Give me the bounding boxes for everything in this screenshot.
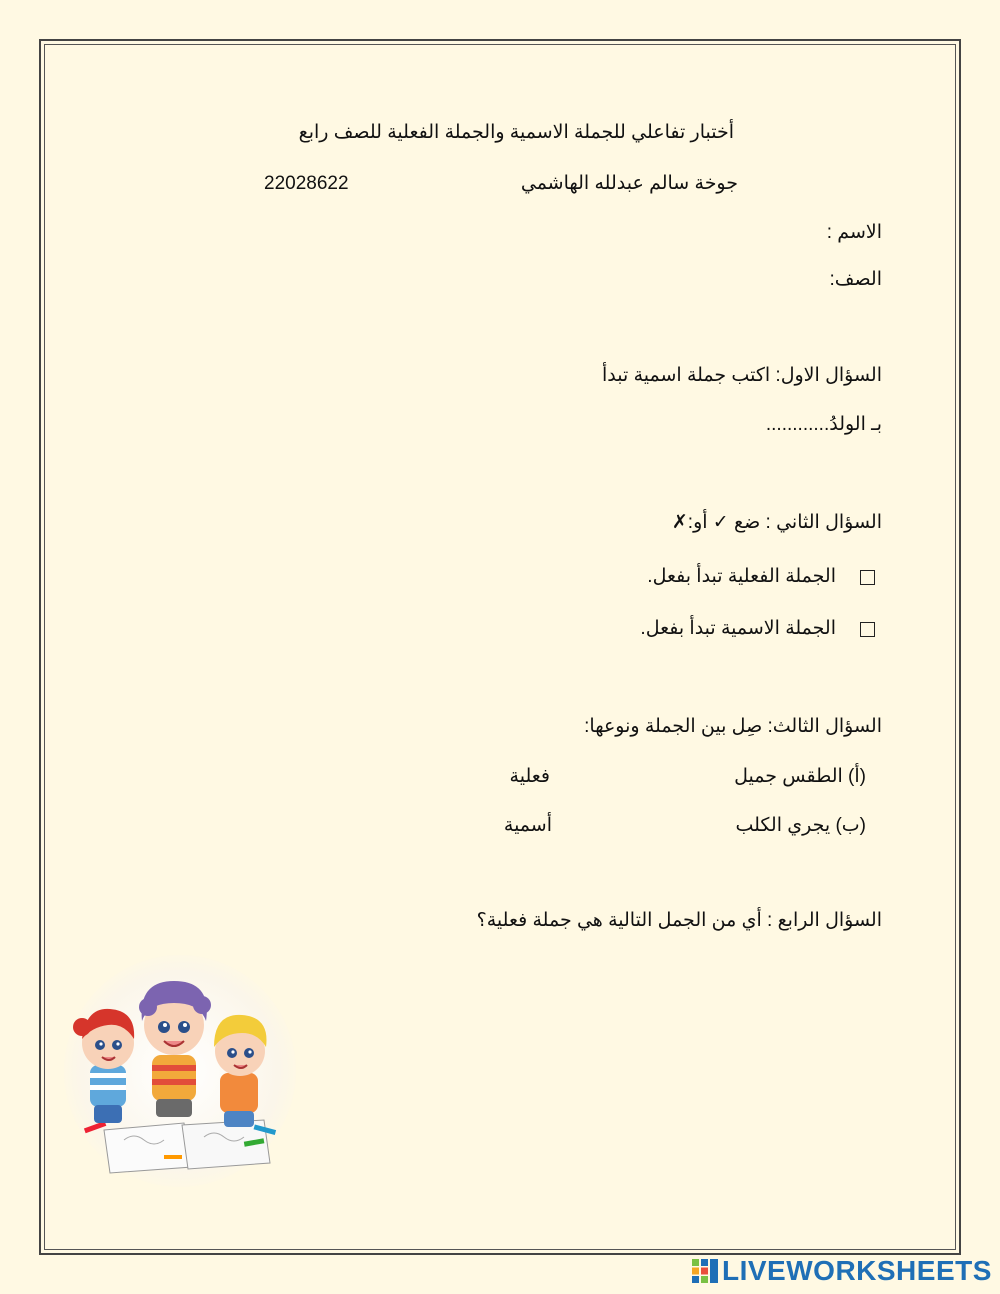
checkbox-item-1[interactable] [860, 570, 875, 585]
brand-name: LIVEWORKSHEETS [722, 1255, 992, 1286]
author-id: 22028622 [264, 173, 349, 194]
question-1-prompt: السؤال الاول: اكتب جملة اسمية تبدأ [602, 365, 882, 386]
question-3-prompt: السؤال الثالث: صِل بين الجملة ونوعها: [584, 716, 882, 737]
class-label: الصف: [829, 269, 882, 290]
liveworksheets-logo [692, 1255, 992, 1286]
question-2-item-1: الجملة الفعلية تبدأ بفعل. [647, 566, 836, 587]
kids-drawing-image [64, 955, 296, 1187]
name-label: الاسم : [826, 222, 882, 243]
liveworksheets-mark-icon [692, 1259, 718, 1283]
match-type-2[interactable]: أسمية [503, 815, 552, 836]
question-2-prompt: السؤال الثاني : ضع ✓ أو:✗ [671, 512, 882, 533]
question-1-starter: بـ الولدُ............ [765, 414, 882, 435]
match-sentence-a[interactable]: (أ) الطقس جميل [734, 766, 866, 787]
question-4-prompt: السؤال الرابع : أي من الجمل التالية هي جملة فعلية؟ [476, 910, 882, 931]
kids-illustration [64, 955, 296, 1187]
match-sentence-b[interactable]: (ب) يجري الكلب [735, 815, 866, 836]
match-type-1[interactable]: فعلية [509, 766, 550, 787]
checkbox-item-2[interactable] [860, 622, 875, 637]
author-name: جوخة سالم عبدلله الهاشمي [520, 173, 738, 194]
question-2-item-2: الجملة الاسمية تبدأ بفعل. [640, 618, 836, 639]
worksheet-title: أختبار تفاعلي للجملة الاسمية والجملة الفعلية للصف رابع [298, 122, 734, 143]
